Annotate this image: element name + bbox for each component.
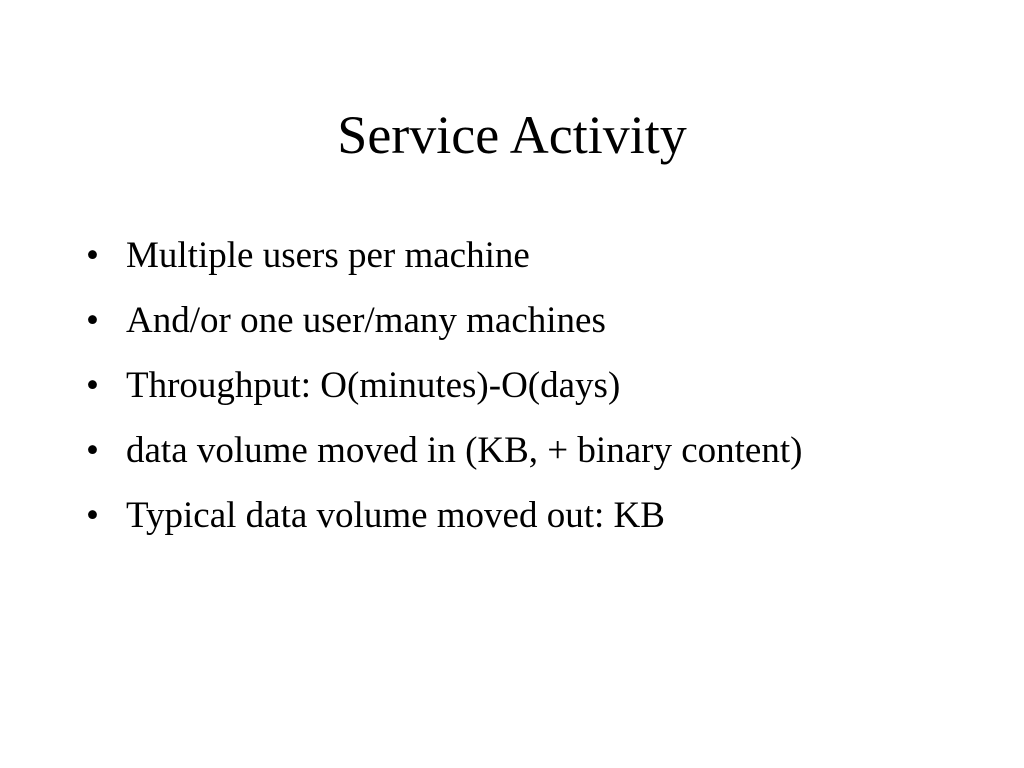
bullet-text: Typical data volume moved out: KB	[126, 495, 665, 536]
bullet-icon: •	[86, 430, 99, 471]
bullet-item-multiple-users	[86, 232, 816, 280]
bullet-list	[86, 232, 816, 557]
bullet-item-data-volume-out	[86, 492, 816, 540]
bullet-text: And/or one user/many machines	[126, 300, 606, 341]
bullet-text: Multiple users per machine	[126, 235, 530, 276]
bullet-icon: •	[86, 365, 99, 406]
bullet-icon: •	[86, 495, 99, 536]
bullet-item-data-volume-in	[86, 427, 816, 475]
bullet-item-one-user-many-machines	[86, 297, 816, 345]
bullet-item-throughput	[86, 362, 816, 410]
bullet-text: Throughput: O(minutes)-O(days)	[126, 365, 621, 406]
bullet-text: data volume moved in (KB, + binary content)	[126, 430, 803, 471]
bullet-icon: •	[86, 235, 99, 276]
bullet-icon: •	[86, 300, 99, 341]
slide-title: Service Activity	[337, 105, 687, 165]
